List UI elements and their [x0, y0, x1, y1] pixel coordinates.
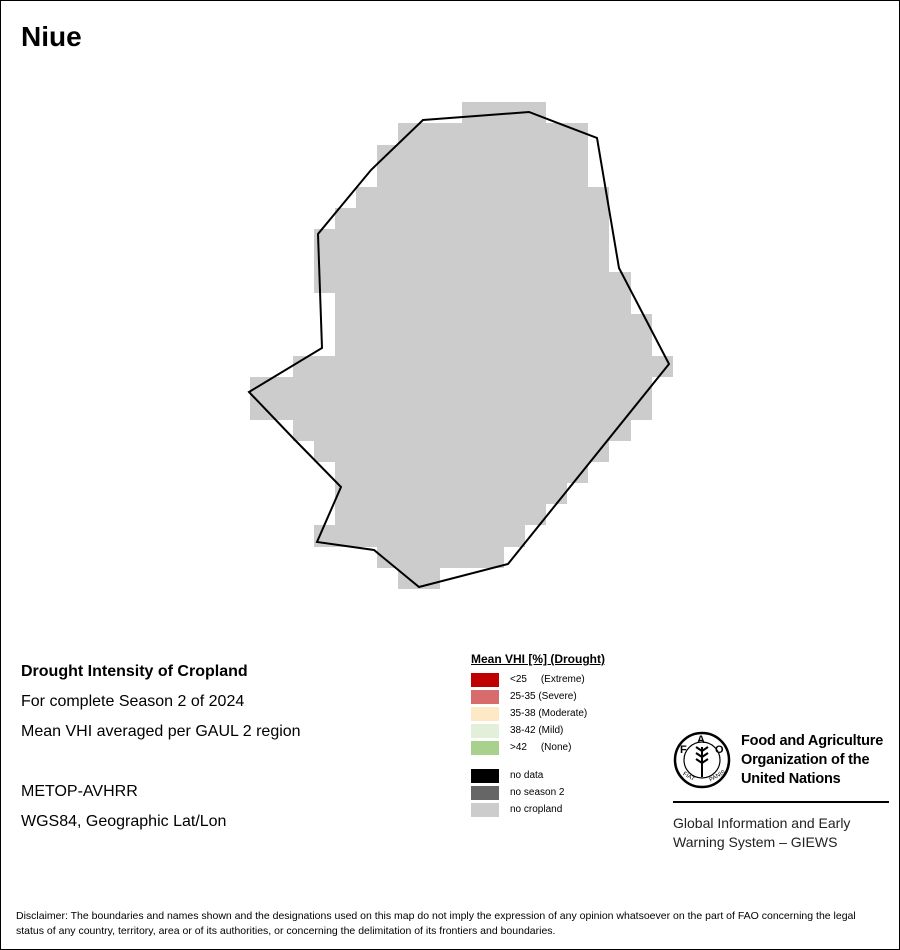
fao-name-line: United Nations [741, 770, 841, 787]
legend-swatch [471, 673, 499, 687]
legend-item-none [471, 739, 605, 756]
raster-row [462, 102, 546, 123]
legend-label: no season 2 [510, 787, 565, 798]
map-title: Niue [21, 21, 82, 52]
fao-divider [673, 801, 889, 803]
info-sensor: METOP-AVHRR [21, 783, 138, 800]
legend-label: >42 (None) [510, 742, 572, 753]
legend-item-no-data [471, 767, 605, 784]
giews-line: Global Information and Early [673, 815, 851, 831]
info-method: Mean VHI averaged per GAUL 2 region [21, 723, 301, 740]
raster-row [335, 293, 631, 314]
legend-label: no data [510, 770, 544, 781]
legend-swatch [471, 786, 499, 800]
giews-name [673, 814, 889, 852]
legend-item-severe [471, 688, 605, 705]
legend-swatch [471, 707, 499, 721]
map-info [21, 657, 301, 837]
info-projection: WGS84, Geographic Lat/Lon [21, 813, 227, 830]
raster-row [314, 441, 609, 462]
legend-label: no cropland [510, 804, 563, 815]
raster-row [377, 547, 504, 568]
fao-name-line: Food and Agriculture [741, 732, 884, 749]
raster-row [335, 483, 567, 504]
raster-row [250, 377, 652, 420]
fao-name-line: Organization of the [741, 751, 870, 768]
svg-text:PANIS: PANIS [708, 769, 727, 784]
legend-item-no-season [471, 784, 605, 801]
raster-row [356, 187, 609, 208]
info-season: For complete Season 2 of 2024 [21, 693, 245, 710]
svg-text:F: F [680, 744, 687, 756]
svg-text:A: A [697, 734, 705, 746]
cropland-raster [250, 102, 673, 589]
legend-item-mild [471, 722, 605, 739]
raster-row [398, 123, 588, 145]
raster-row [377, 145, 588, 187]
svg-text:O: O [715, 744, 724, 756]
raster-row [335, 208, 609, 229]
info-heading: Drought Intensity of Cropland [21, 663, 248, 680]
legend-item-extreme [471, 671, 605, 688]
raster-row [314, 272, 631, 293]
raster-row [335, 504, 546, 525]
raster-row [335, 314, 652, 356]
raster-row [335, 462, 588, 483]
legend-swatch [471, 803, 499, 817]
legend-swatch [471, 769, 499, 783]
legend-item-no-cropland [471, 801, 605, 818]
legend [471, 652, 605, 818]
legend-label: <25 (Extreme) [510, 674, 585, 685]
legend-swatch [471, 741, 499, 755]
fao-name [741, 732, 883, 789]
raster-row [293, 356, 673, 377]
fao-logo-icon [673, 731, 731, 789]
niue-map [1, 1, 899, 641]
disclaimer-text: Disclaimer: The boundaries and names shown and the designations used on this map do not imply the expression of any opinion whatsoever on the part of FAO concerning the legal status of any country, territory, area or of its authorities, or concerning the delimitation of its frontiers and boundaries. [16, 910, 856, 937]
legend-swatch [471, 690, 499, 704]
raster-row [314, 229, 609, 272]
raster-row [314, 525, 525, 547]
svg-text:FIAT: FIAT [681, 771, 696, 783]
raster-row [293, 420, 631, 441]
legend-swatch [471, 724, 499, 738]
legend-item-moderate [471, 705, 605, 722]
legend-label: 38-42 (Mild) [510, 725, 564, 736]
legend-label: 35-38 (Moderate) [510, 708, 588, 719]
legend-title: Mean VHI [%] (Drought) [471, 652, 605, 666]
fao-branding [673, 731, 889, 852]
giews-line: Warning System – GIEWS [673, 834, 838, 850]
legend-label: 25-35 (Severe) [510, 691, 577, 702]
